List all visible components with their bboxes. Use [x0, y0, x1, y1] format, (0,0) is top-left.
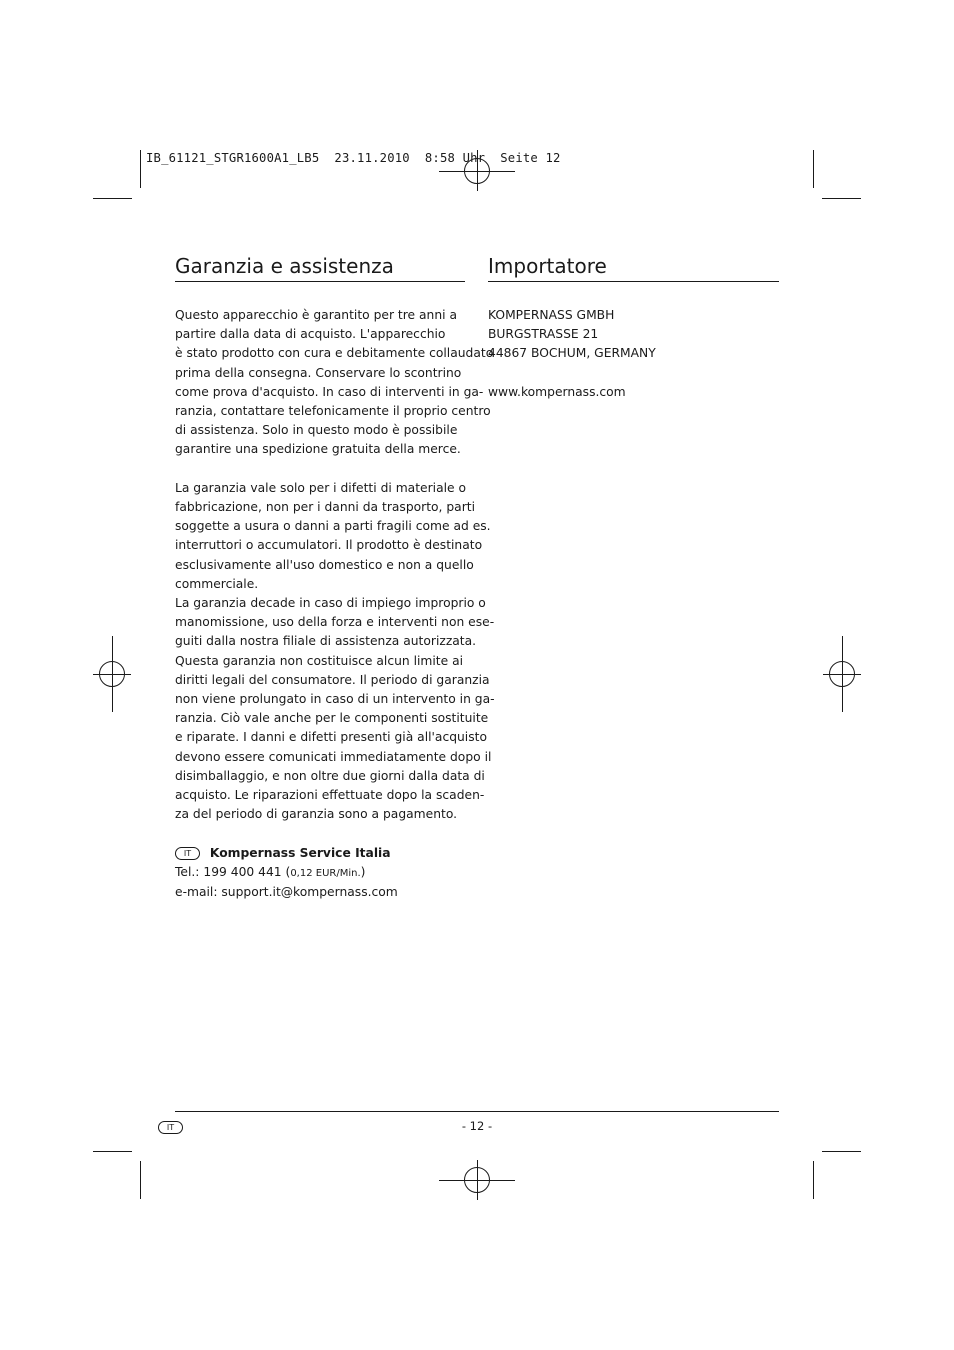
phone-rate: 0,12 EUR/Min.: [290, 867, 361, 879]
text-line: ranzia. Ciò vale anche per le componenti sostituite: [175, 711, 489, 726]
warranty-paragraph-1: [175, 306, 494, 460]
text-line: disimballaggio, e non oltre due giorni dalla data di: [175, 768, 485, 783]
text-line: ranzia, contattare telefonicamente il proprio centro: [175, 404, 491, 419]
importer-address: [488, 306, 779, 364]
service-name-line: [175, 844, 465, 863]
country-badge-it: IT: [175, 847, 200, 860]
text-line: prima della consegna. Conservare lo scontrino: [175, 365, 462, 380]
text-line: Questa garanzia non costituisce alcun limite ai: [175, 653, 464, 668]
text-line: acquisto. Le riparazioni effettuate dopo la scaden-: [175, 788, 485, 803]
page-number: - 12 -: [461, 1119, 493, 1133]
text-line: non viene prolungato in caso di un intervento in ga-: [175, 692, 495, 707]
warranty-section: [175, 253, 495, 902]
text-line: Questo apparecchio è garantito per tre anni a: [175, 308, 457, 322]
address-line: BURGSTRASSE 21: [488, 327, 599, 342]
text-line: guiti dalla nostra filiale di assistenza autorizzata.: [175, 634, 477, 649]
importer-website[interactable]: www.kompernass.com: [488, 384, 626, 399]
footer-rule: [175, 1111, 779, 1112]
text-line: La garanzia decade in caso di impiego improprio o: [175, 596, 486, 611]
text-line: garantire una spedizione gratuita della merce.: [175, 442, 461, 457]
footer-country-badge: IT: [158, 1121, 183, 1134]
importer-section: [488, 253, 779, 402]
text-line: interruttori o accumulatori. Il prodotto è destinato: [175, 538, 483, 553]
warranty-paragraph-2: [175, 479, 495, 825]
text-line: esclusivamente all'uso domestico e non a quello: [175, 557, 474, 572]
text-line: devono essere comunicati immediatamente dopo il: [175, 749, 492, 764]
text-line: manomissione, uso della forza e interventi non ese-: [175, 615, 495, 630]
text-line: di assistenza. Solo in questo modo è possibile: [175, 423, 458, 438]
service-name: Kompernass Service Italia: [209, 845, 391, 860]
text-line: come prova d'acquisto. In caso di interventi in ga-: [175, 384, 484, 399]
text-line: fabbricazione, non per i danni da trasporto, parti: [175, 500, 476, 515]
text-line: commerciale.: [175, 576, 259, 591]
phone-number: Tel.: 199 400 441 (: [175, 864, 291, 879]
service-contact: [175, 844, 465, 903]
text-line: za del periodo di garanzia sono a pagamento.: [175, 807, 458, 822]
print-slug: IB_61121_STGR1600A1_LB5 23.11.2010 8:58 Uhr Seite 12: [146, 151, 561, 165]
text-line: diritti legali del consumatore. Il periodo di garanzia: [175, 672, 490, 687]
service-email[interactable]: e-mail: support.it@kompernass.com: [175, 885, 398, 900]
text-line: soggette a usura o danni a parti fragili come ad es.: [175, 519, 491, 534]
importer-heading: Importatore: [488, 253, 779, 282]
address-line: KOMPERNASS GMBH: [488, 308, 615, 322]
address-line: 44867 BOCHUM, GERMANY: [488, 346, 656, 361]
text-line: La garanzia vale solo per i difetti di materiale o: [175, 480, 467, 495]
service-phone: [175, 863, 465, 883]
text-line: partire dalla data di acquisto. L'apparecchio: [175, 327, 446, 342]
phone-suffix: ): [360, 864, 366, 879]
text-line: è stato prodotto con cura e debitamente collaudato: [175, 346, 494, 361]
warranty-heading: Garanzia e assistenza: [175, 253, 465, 282]
text-line: e riparate. I danni e difetti presenti già all'acquisto: [175, 730, 487, 745]
